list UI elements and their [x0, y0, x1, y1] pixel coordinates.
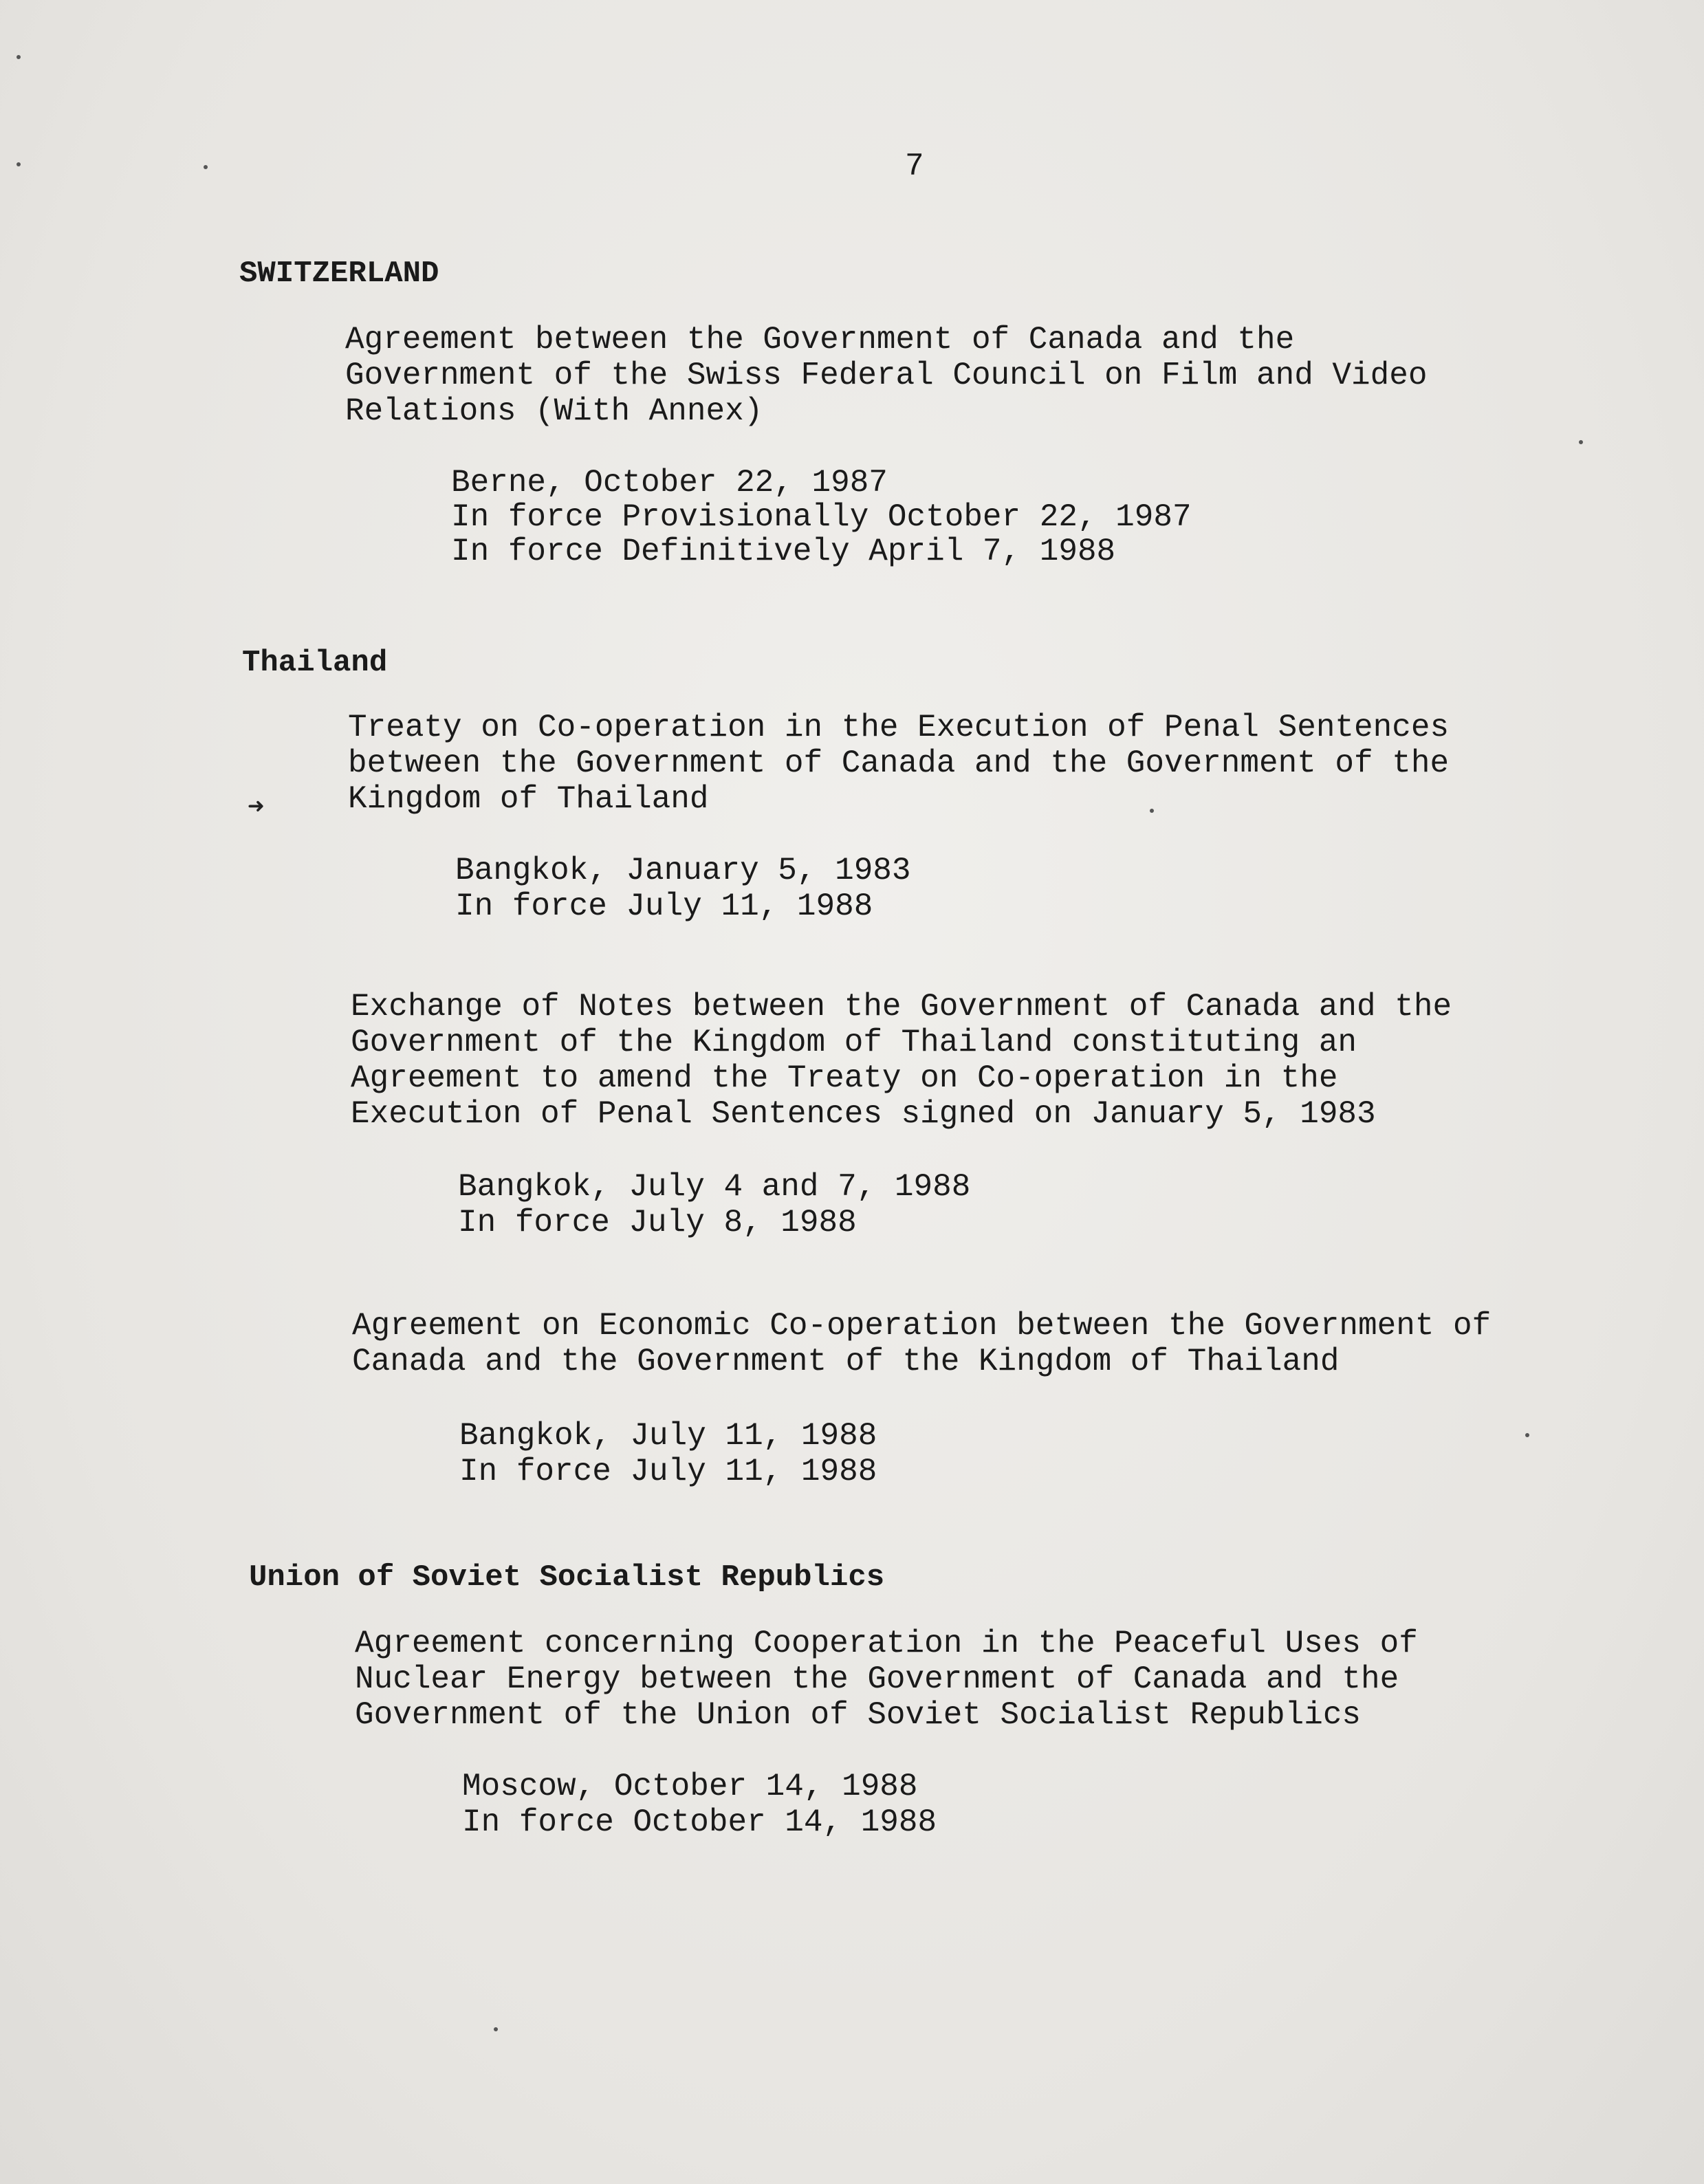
entry-detail-line: In force July 11, 1988 [459, 1454, 877, 1489]
entry-detail-line: Bangkok, January 5, 1983 [455, 853, 911, 888]
entry-title-line: Treaty on Co-operation in the Execution of Penal Sentences [348, 710, 1450, 745]
entry-detail-line: In force October 14, 1988 [462, 1804, 937, 1840]
margin-arrow-mark: ➜ [248, 794, 265, 825]
scan-speck [204, 165, 208, 169]
entry-title-line: Agreement on Economic Co-operation between the Government of [352, 1308, 1492, 1344]
scan-speck [1525, 1433, 1529, 1437]
entry-detail-line: In force Provisionally October 22, 1987 [451, 499, 1192, 535]
page-number: 7 [905, 149, 924, 184]
entry-title-line: Agreement between the Government of Canada and the [345, 322, 1295, 358]
scan-speck [494, 2027, 498, 2031]
entry-title-line: Government of the Swiss Federal Council on Film and Video [345, 358, 1428, 393]
entry-detail-line: In force July 8, 1988 [458, 1205, 857, 1241]
entry-title-line: Government of the Kingdom of Thailand constituting an [351, 1025, 1357, 1060]
entry-detail-line: Moscow, October 14, 1988 [462, 1769, 918, 1804]
scan-speck [1579, 440, 1583, 444]
entry-title-line: Exchange of Notes between the Government of Canada and the [351, 989, 1452, 1025]
section-heading-ussr: Union of Soviet Socialist Republics [249, 1560, 885, 1595]
scan-speck [17, 162, 21, 166]
section-heading-thailand: Thailand [242, 646, 388, 680]
section-heading-switzerland: SWITZERLAND [239, 256, 439, 291]
entry-title-line: Nuclear Energy between the Government of Canada and the [355, 1661, 1399, 1697]
entry-title-line: Agreement to amend the Treaty on Co-operation in the [351, 1060, 1338, 1096]
entry-title-line: Relations (With Annex) [345, 393, 763, 429]
entry-detail-line: Berne, October 22, 1987 [451, 465, 888, 501]
entry-detail-line: Bangkok, July 11, 1988 [459, 1418, 877, 1454]
entry-detail-line: Bangkok, July 4 and 7, 1988 [458, 1169, 971, 1205]
entry-title-line: Execution of Penal Sentences signed on January 5, 1983 [351, 1096, 1376, 1132]
entry-title-line: Canada and the Government of the Kingdom of Thailand [352, 1344, 1340, 1379]
entry-title-line: between the Government of Canada and the Government of the [348, 745, 1450, 781]
entry-title-line: Agreement concerning Cooperation in the Peaceful Uses of [355, 1626, 1418, 1661]
entry-title-line: Government of the Union of Soviet Socialist Republics [355, 1697, 1362, 1733]
scan-speck [17, 55, 21, 59]
entry-detail-line: In force Definitively April 7, 1988 [451, 534, 1116, 569]
entry-title-line: Kingdom of Thailand [348, 781, 709, 817]
scan-speck [1150, 809, 1154, 813]
entry-detail-line: In force July 11, 1988 [455, 888, 873, 924]
